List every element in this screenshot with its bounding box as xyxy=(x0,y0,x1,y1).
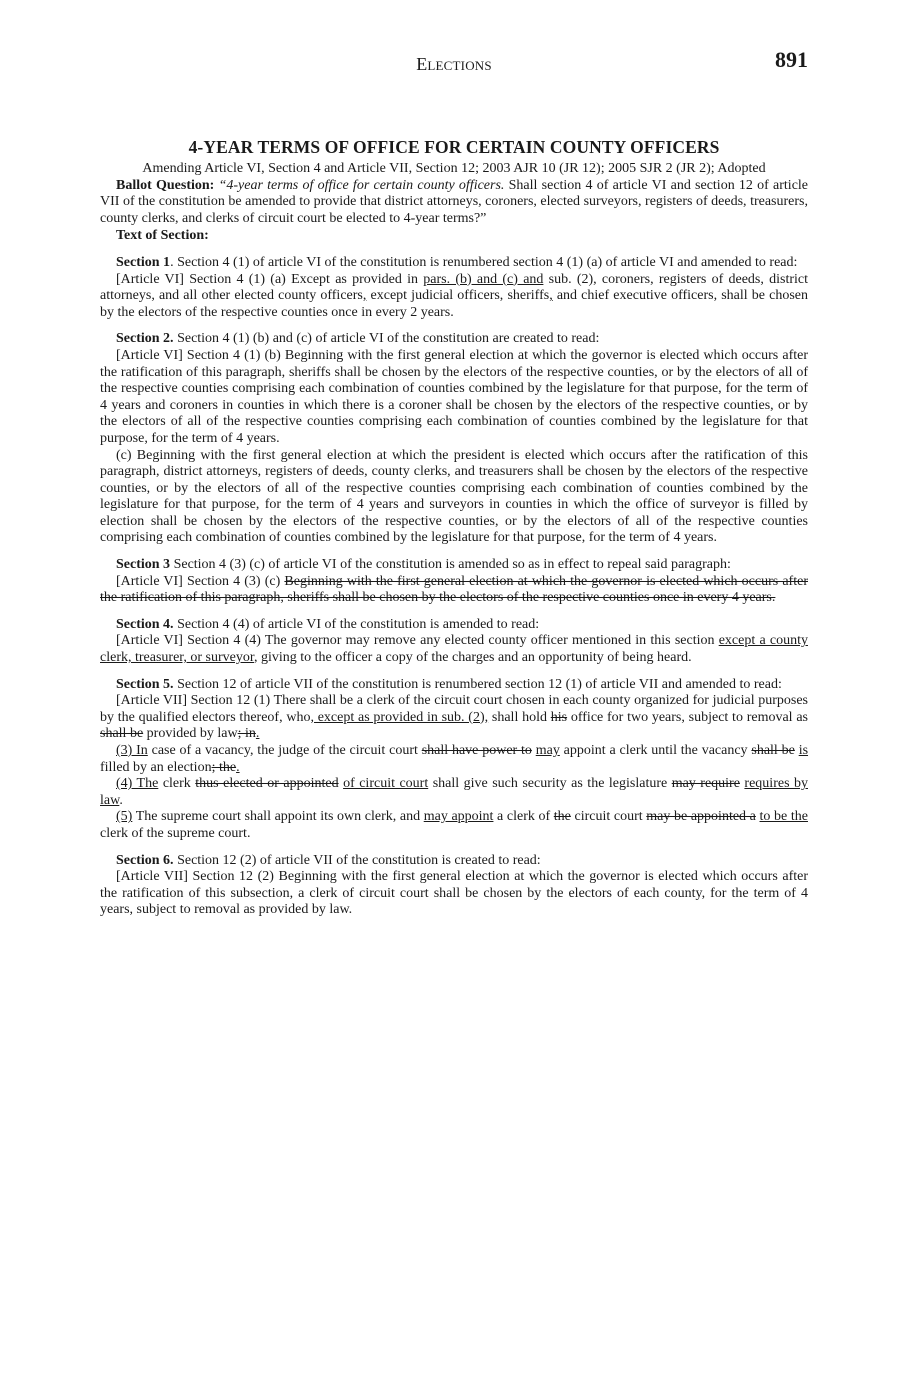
section-3-label: Section 3 xyxy=(116,557,171,573)
deleted-text: may be appointed a xyxy=(646,809,756,825)
section-5-intro xyxy=(100,677,808,694)
text-run: The supreme court shall appoint its own clerk, and xyxy=(132,809,424,825)
inserted-text: , xyxy=(549,288,553,304)
inserted-text: to be the xyxy=(759,809,808,825)
section-5-para-5 xyxy=(100,809,808,842)
inserted-text: except a county clerk, treasurer, or surveyor xyxy=(100,633,808,666)
text-run: shall give such security as the legislature xyxy=(428,776,672,792)
text-run: shall hold xyxy=(488,709,551,725)
section-4-intro xyxy=(100,617,808,634)
deleted-text: thus elected or appointed xyxy=(195,776,339,792)
text-run: and chief executive officers, shall be chosen by the electors of the respective counties once in every 2 years. xyxy=(100,288,809,320)
text-run: office for two years, subject to removal as xyxy=(567,709,808,725)
section-4-text xyxy=(100,633,808,666)
section-3-text xyxy=(100,574,808,607)
text-run: , giving to the officer a copy of the charges and an opportunity of being heard. xyxy=(253,650,692,666)
section-5-para-3 xyxy=(100,743,808,776)
deleted-text: the xyxy=(553,809,571,825)
inserted-text: requires by law xyxy=(100,776,808,808)
inserted-text: of circuit court xyxy=(343,776,429,792)
section-2-para-b: [Article VI] Section 4 (1) (b) Beginning with the first general election at which the governor is elected which occurs after the ratification of this paragraph, sheriffs shall be chosen by the electors of the respective counties, or by the electors of all of the respective counties comprising each combination of counties combined by the legislature for that purpose, for the term of 4 years and coroners in counties in which there is a coroner shall be chosen by the electors of the respective counties, or by the electors of all of the respective counties comprising each combination of counties combined by the legislature for that purpose, for the term of 4 years. xyxy=(100,347,808,446)
running-header xyxy=(100,47,808,82)
inserted-text: may xyxy=(535,743,560,758)
text-run: [Article VI] Section 4 (1) (a) Except as provided in xyxy=(116,271,424,287)
section-6-label: Section 6. xyxy=(116,852,174,868)
text-of-section-label: Text of Section: xyxy=(116,228,209,244)
section-5-intro-text: Section 12 of article VII of the constitution is renumbered section 12 (1) of article VII and amended to read: xyxy=(173,676,782,692)
ballot-label: Ballot Question: xyxy=(116,177,215,193)
inserted-text: pars. (b) and (c) and xyxy=(423,271,544,287)
section-4-intro-text: Section 4 (4) of article VI of the constitution is amended to read: xyxy=(173,616,540,632)
text-run: [Article VII] Section 12 (1) There shall be a clerk of the circuit court chosen in each county organized for judicial purposes by the qualified electors thereof, who xyxy=(100,693,808,725)
inserted-text: , xyxy=(362,288,367,304)
deleted-text: shall be xyxy=(100,726,144,742)
section-1-label: Section 1 xyxy=(116,254,171,270)
text-run: appoint a clerk until the vacancy xyxy=(559,743,752,758)
text-run: clerk xyxy=(158,776,196,792)
document-title: 4-YEAR TERMS OF OFFICE FOR CERTAIN COUNTY OFFICERS xyxy=(188,137,720,157)
section-5-para-4 xyxy=(100,776,808,809)
document-page xyxy=(100,47,809,919)
deleted-text: his xyxy=(550,709,568,725)
inserted-text: . xyxy=(255,726,260,742)
section-6-text: [Article VII] Section 12 (2) Beginning with the first general election at which the governor is elected which occurs after the ratification of this subsection, a clerk of circuit court shall be chosen by the electors of each county, for the term of 4 years, subject to removal as provided by law. xyxy=(100,869,808,918)
running-title: Elections xyxy=(416,54,492,74)
section-1-intro-text: . Section 4 (1) of article VI of the constitution is renumbered section 4 (1) (a) of article VI and amended to read: xyxy=(170,254,798,270)
section-3-intro-text: Section 4 (3) (c) of article VI of the constitution is amended so as in effect to repeal said paragraph: xyxy=(170,557,731,573)
inserted-text: may appoint xyxy=(423,809,494,825)
section-2-intro xyxy=(100,331,808,348)
deleted-text: shall be xyxy=(751,743,795,758)
text-run: [Article VI] Section 4 (4) The governor may remove any elected county officer mentioned in this section xyxy=(116,633,719,649)
text-run: case of a vacancy, the judge of the circuit court xyxy=(147,743,422,758)
deleted-text: may require xyxy=(671,776,740,792)
section-6-intro xyxy=(100,853,808,870)
deleted-text: shall have power to xyxy=(421,743,532,758)
section-2-label: Section 2. xyxy=(116,331,174,347)
text-run: circuit court xyxy=(570,809,647,825)
section-4-label: Section 4. xyxy=(116,616,174,632)
section-2-intro-text: Section 4 (1) (b) and (c) of article VI of the constitution are created to read: xyxy=(173,331,600,347)
inserted-text: (4) The xyxy=(116,776,159,792)
ballot-question-italic: “4-year terms of office for certain county officers. xyxy=(218,177,505,193)
section-2-para-c: (c) Beginning with the first general election at which the president is elected which occurs after the ratification of this paragraph, district attorneys, registers of deeds, county clerks, and treasurers shall be chosen by the electors of the respective counties, or by the electors of all of the respective counties comprising each combination of counties combined by the legislature for that purpose, for the term of 4 years and surveyors in counties in which the office of surveyor is filled by election shall be chosen by the electors of the respective counties, or by the electors of all of the respective counties comprising each combination of counties combined by the legislature for that purpose, for the term of 4 years. xyxy=(100,447,808,546)
deleted-text: Beginning with the first general election at which the governor is elected which occurs after the ratification of this paragraph, sheriffs shall be chosen by the electors of the respective counties once in every 4 years. xyxy=(100,573,808,606)
text-run: [Article VI] Section 4 (3) (c) xyxy=(116,573,285,589)
ballot-question-text: Shall section 4 of article VI and section 12 of article VII of the constitution be amended to provide that district attorneys, coroners, elected surveyors, registers of deeds, treasurers, county clerks, and clerks of circuit court be elected to 4-year terms?” xyxy=(100,177,809,226)
page-number: 891 xyxy=(775,47,808,72)
deleted-text: ; the xyxy=(211,759,237,775)
section-3-intro xyxy=(100,557,808,574)
deleted-text: ; in xyxy=(237,726,256,742)
section-5-para-1 xyxy=(100,693,808,743)
inserted-text: , except as provided in sub. (2), xyxy=(310,709,489,725)
text-run: . xyxy=(119,792,123,808)
inserted-text: . xyxy=(236,759,240,775)
section-1-text xyxy=(100,272,808,322)
inserted-text: is xyxy=(798,743,809,758)
section-6-intro-text: Section 12 (2) of article VII of the constitution is created to read: xyxy=(173,852,541,868)
ballot-question xyxy=(100,178,808,228)
inserted-text: (5) xyxy=(116,809,133,825)
text-run: a clerk of xyxy=(493,809,554,825)
text-run: except judicial officers, sheriffs xyxy=(366,288,550,304)
text-run: provided by law xyxy=(143,726,238,742)
amending-line: Amending Article VI, Section 4 and Article VII, Section 12; 2003 AJR 10 (JR 12); 2005 SJR 2 (JR 2); Adopted xyxy=(142,161,766,176)
inserted-text: (3) In xyxy=(116,743,148,758)
text-run: sub. (2), coroners, registers of deeds, district attorneys, and all other elected county officers xyxy=(100,271,808,304)
text-run: clerk of the supreme court. xyxy=(100,825,251,841)
section-1-intro xyxy=(100,255,808,272)
text-run: filled by an election xyxy=(100,759,212,775)
section-5-label: Section 5. xyxy=(116,676,174,692)
